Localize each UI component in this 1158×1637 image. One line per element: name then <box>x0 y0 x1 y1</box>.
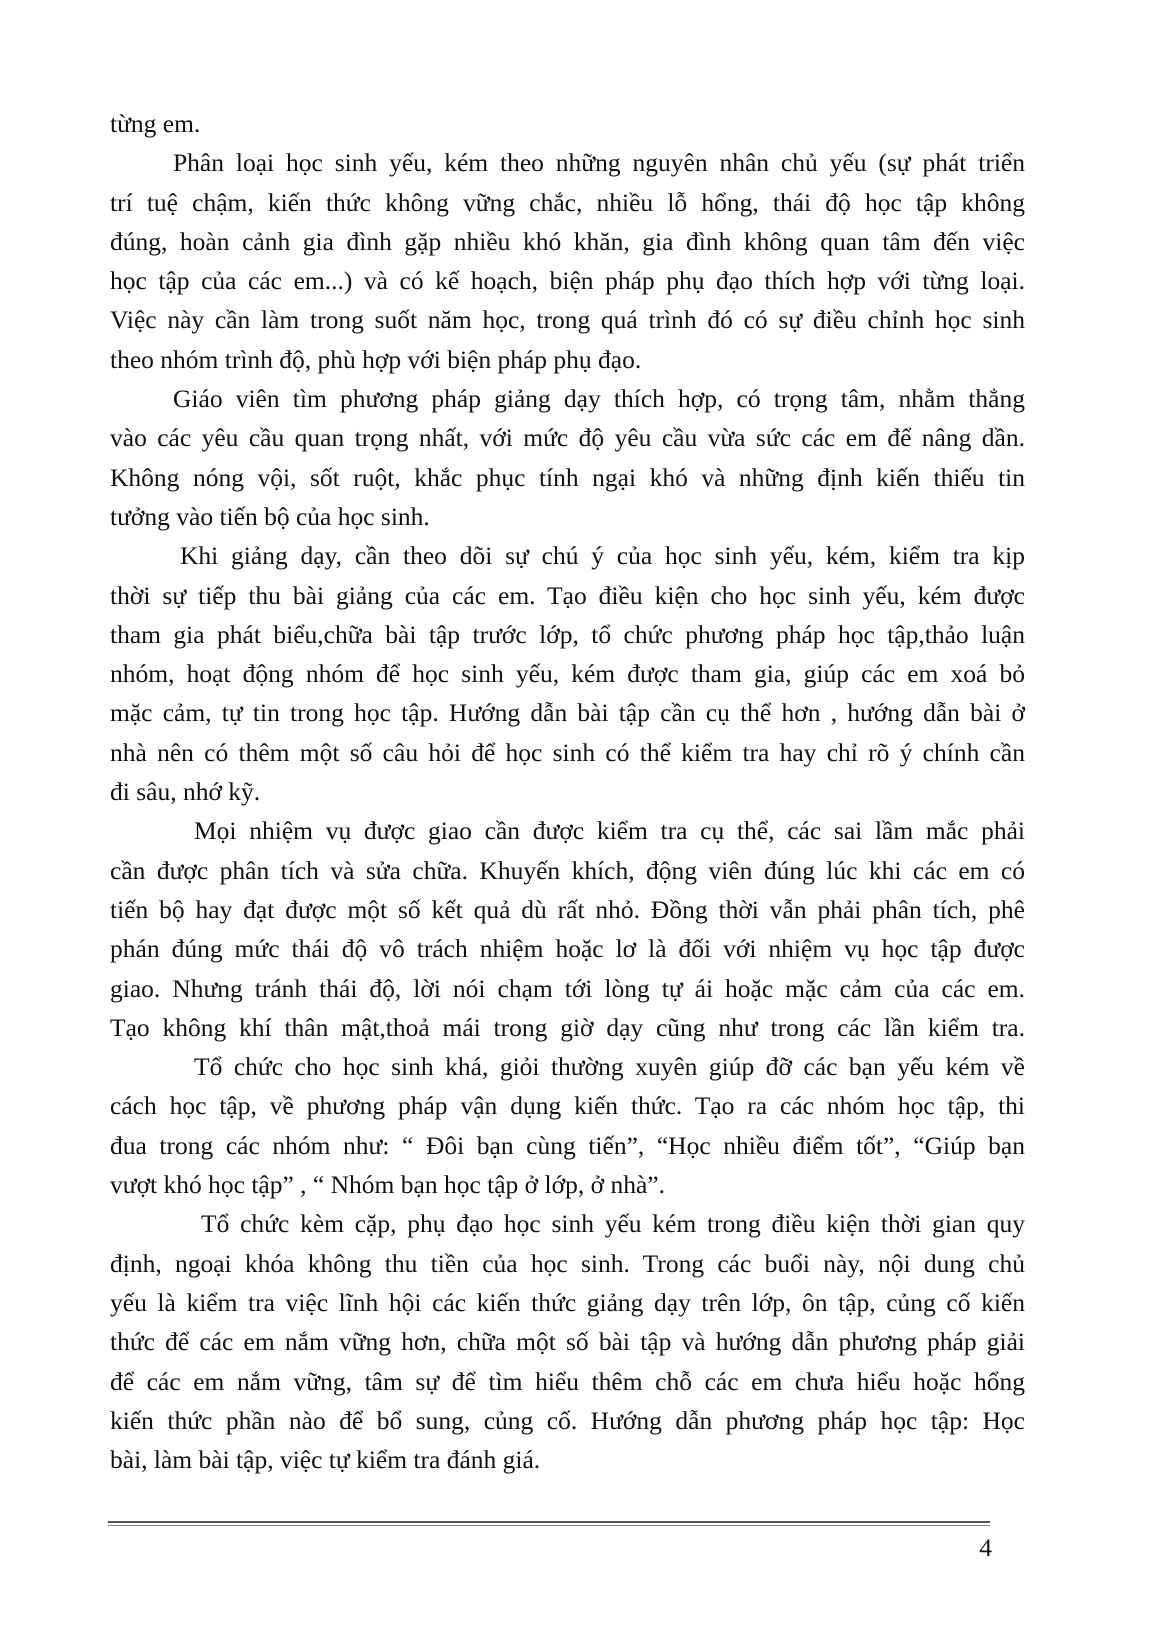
text-line: vượt khó học tập” , “ Nhóm bạn học tập ở lớp, ở nhà”. <box>110 1170 665 1200</box>
text-line: thời sự tiếp thu bài giảng của các em. Tạo điều kiện cho học sinh yếu, kém được <box>110 580 1025 610</box>
body-text <box>110 104 1025 1479</box>
text-line: tưởng vào tiến bộ của học sinh. <box>110 501 430 531</box>
text-line: giao. Nhưng tránh thái độ, lời nói chạm tới lòng tự ái hoặc mặc cảm của các em. <box>110 973 1025 1003</box>
text-line: từng em. <box>110 109 201 138</box>
text-line: đua trong các nhóm như: “ Đôi bạn cùng tiến”, “Học nhiều điểm tốt”, “Giúp bạn <box>110 1130 1025 1160</box>
footer-rule <box>108 1521 990 1523</box>
text-line: yếu là kiểm tra việc lĩnh hội các kiến thức giảng dạy trên lớp, ôn tập, củng cố kiến <box>110 1287 1025 1317</box>
page-number: 4 <box>979 1533 992 1562</box>
text-line: phán đúng mức thái độ vô trách nhiệm hoặc lơ là đối với nhiệm vụ học tập được <box>110 934 1025 964</box>
text-line: Không nóng vội, sốt ruột, khắc phục tính ngại khó và những định kiến thiếu tin <box>110 462 1025 492</box>
text-line: để các em nắm vững, tâm sự để tìm hiểu thêm chỗ các em chưa hiểu hoặc hổng <box>110 1366 1025 1396</box>
text-line: học tập của các em...) và có kế hoạch, biện pháp phụ đạo thích hợp với từng loại. <box>110 266 1025 296</box>
text-line: nhà nên có thêm một số câu hỏi để học sinh có thể kiểm tra hay chỉ rõ ý chính cần <box>110 737 1025 767</box>
footer-rule-thin <box>108 1525 990 1526</box>
text-line: Tạo không khí thân mật,thoả mái trong giờ dạy cũng như trong các lần kiểm tra. <box>110 1012 1025 1042</box>
text-line: vào các yêu cầu quan trọng nhất, với mức độ yêu cầu vừa sức các em để nâng dần. <box>110 423 1025 453</box>
paragraph-first-line: Phân loại học sinh yếu, kém theo những nguyên nhân chủ yếu (sự phát triển <box>173 148 1025 178</box>
text-line: cách học tập, về phương pháp vận dụng kiến thức. Tạo ra các nhóm học tập, thi <box>110 1091 1025 1121</box>
text-line: tham gia phát biểu,chữa bài tập trước lớp, tổ chức phương pháp học tập,thảo luận <box>110 619 1025 649</box>
text-line: cần được phân tích và sửa chữa. Khuyến khích, động viên đúng lúc khi các em có <box>110 855 1025 885</box>
paragraph-first-line: Khi giảng dạy, cần theo dõi sự chú ý của học sinh yếu, kém, kiểm tra kịp <box>180 541 1025 571</box>
text-line: trí tuệ chậm, kiến thức không vững chắc, nhiều lỗ hổng, thái độ học tập không <box>110 187 1025 217</box>
text-line: tiến bộ hay đạt được một số kết quả dù rất nhỏ. Đồng thời vẫn phải phân tích, phê <box>110 894 1025 924</box>
text-line: định, ngoại khóa không thu tiền của học sinh. Trong các buổi này, nội dung chủ <box>110 1248 1025 1278</box>
text-line: Việc này cần làm trong suốt năm học, trong quá trình đó có sự điều chỉnh học sinh <box>110 305 1025 335</box>
text-line: bài, làm bài tập, việc tự kiểm tra đánh giá. <box>110 1445 541 1475</box>
text-line: đi sâu, nhớ kỹ. <box>110 777 261 807</box>
paragraph-first-line: Giáo viên tìm phương pháp giảng dạy thích hợp, có trọng tâm, nhằm thẳng <box>173 384 1025 414</box>
paragraph-first-line: Tổ chức cho học sinh khá, giỏi thường xuyên giúp đỡ các bạn yếu kém về <box>194 1052 1025 1082</box>
text-line: nhóm, hoạt động nhóm để học sinh yếu, kém được tham gia, giúp các em xoá bỏ <box>110 659 1025 689</box>
text-line: đúng, hoàn cảnh gia đình gặp nhiều khó khăn, gia đình không quan tâm đến việc <box>110 226 1025 256</box>
text-line: thức để các em nắm vững hơn, chữa một số bài tập và hướng dẫn phương pháp giải <box>110 1327 1025 1357</box>
paragraph-first-line: Tổ chức kèm cặp, phụ đạo học sinh yếu kém trong điều kiện thời gian quy <box>201 1209 1025 1239</box>
text-line: mặc cảm, tự tin trong học tập. Hướng dẫn bài tập cần cụ thể hơn , hướng dẫn bài ở <box>110 698 1025 728</box>
text-line: theo nhóm trình độ, phù hợp với biện pháp phụ đạo. <box>110 344 642 374</box>
text-line: kiến thức phần nào để bổ sung, củng cố. Hướng dẫn phương pháp học tập: Học <box>110 1405 1025 1435</box>
paragraph-first-line: Mọi nhiệm vụ được giao cần được kiểm tra cụ thể, các sai lầm mắc phải <box>194 816 1025 846</box>
